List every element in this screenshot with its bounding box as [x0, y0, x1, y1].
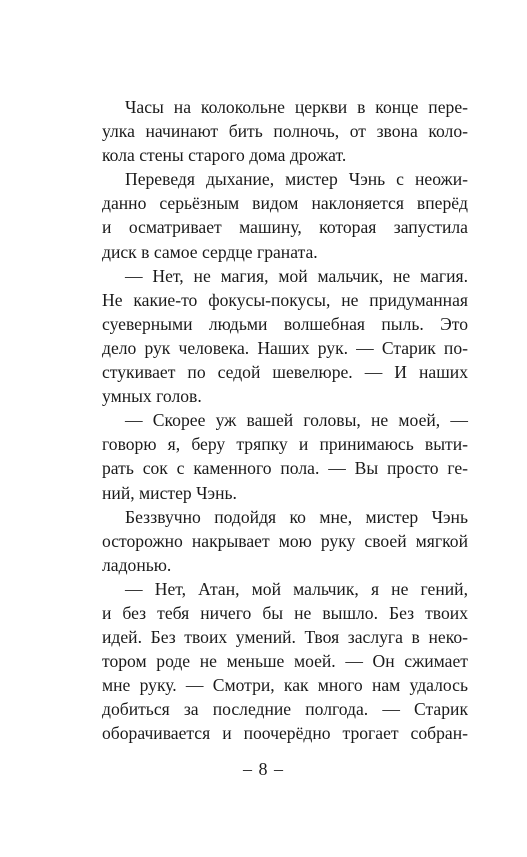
text-line: улка начинают бить полночь, от звона коло-: [102, 121, 468, 142]
text-line: и без тебя ничего бы не вышло. Без твоих: [102, 602, 468, 623]
text-line: говорю я, беру тряпку и принимаюсь выти-: [102, 434, 468, 455]
text-line: мне руку. — Смотри, как много нам удалось: [102, 675, 468, 696]
text-line: кола стены старого дома дрожат.: [102, 145, 347, 166]
body-text: [102, 95, 468, 746]
text-line: тором роде не меньше моей. — Он сжимает: [102, 651, 468, 672]
text-line: — Скорее уж вашей головы, не моей, —: [125, 410, 468, 431]
text-line: оборачивается и поочерёдно трогает собран-: [102, 723, 468, 744]
text-line: данно серьёзным видом наклоняется вперёд: [102, 193, 468, 214]
text-line: умных голов.: [102, 386, 202, 407]
text-line: — Нет, Атан, мой мальчик, я не гений,: [125, 578, 468, 599]
text-line: Часы на колокольне церкви в конце пере-: [125, 97, 468, 117]
text-line: ладонью.: [102, 554, 172, 575]
text-line: идей. Без твоих умений. Твоя заслуга в неко-: [102, 627, 468, 648]
text-line: рать сок с каменного пола. — Вы просто ге-: [102, 458, 468, 479]
text-line: добиться за последние полгода. — Старик: [102, 699, 468, 720]
text-line: Переведя дыхание, мистер Чэнь с неожи-: [125, 169, 468, 190]
text-line: Беззвучно подойдя ко мне, мистер Чэнь: [125, 506, 468, 527]
text-line: диск в самое сердце граната.: [102, 241, 318, 262]
page-number: – 8 –: [243, 759, 284, 779]
text-line: дело рук человека. Наших рук. — Старик по-: [102, 337, 468, 358]
text-line: стукивает по седой шевелюре. — И наших: [102, 362, 468, 383]
text-line: Не какие-то фокусы-покусы, не придуманная: [102, 289, 468, 310]
text-line: — Нет, не магия, мой мальчик, не магия.: [125, 265, 468, 286]
text-line: суеверными людьми волшебная пыль. Это: [102, 313, 468, 334]
text-line: и осматривает машину, которая запустила: [102, 217, 468, 238]
text-line: осторожно накрывает мою руку своей мягкой: [102, 530, 468, 551]
text-line: ний, мистер Чэнь.: [102, 482, 237, 503]
